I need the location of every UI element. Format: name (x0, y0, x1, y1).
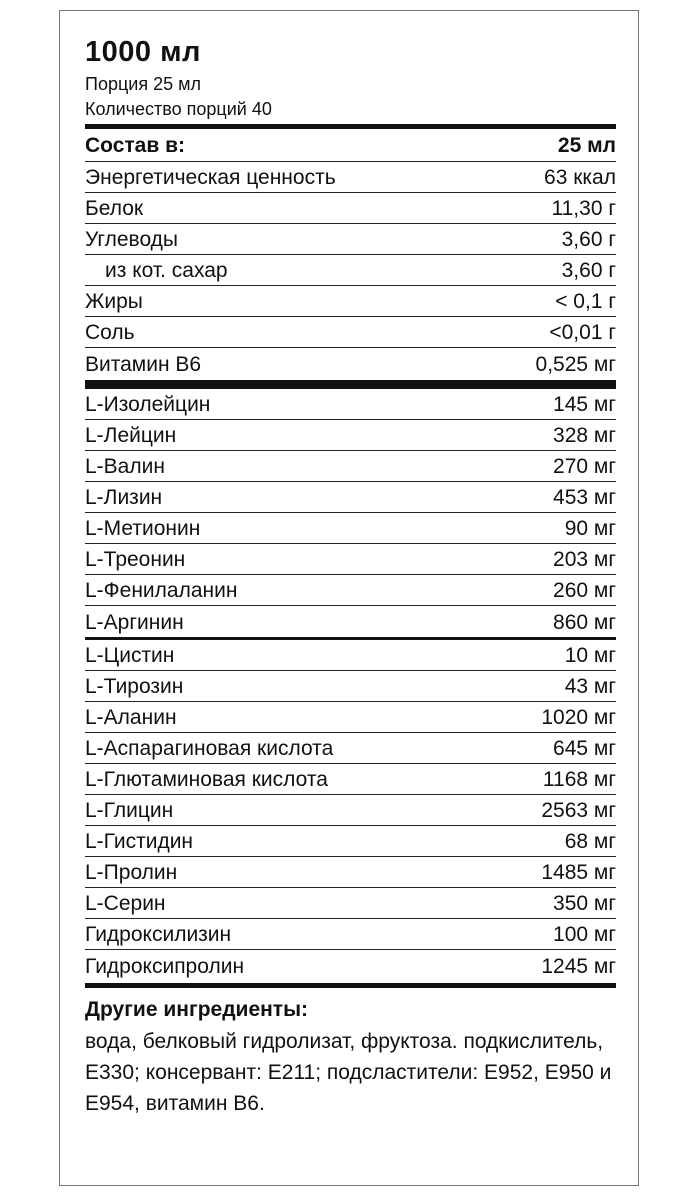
other-amino-list (85, 640, 616, 981)
row-value: 43 мг (564, 675, 616, 698)
table-row (85, 702, 616, 733)
table-row (85, 255, 616, 286)
row-name: L-Валин (85, 455, 165, 478)
table-row (85, 544, 616, 575)
row-value: 860 мг (553, 610, 616, 634)
table-row (85, 420, 616, 451)
row-value: 270 мг (553, 455, 616, 478)
row-name: L-Фенилаланин (85, 579, 238, 602)
nutrition-label (59, 10, 639, 1186)
label-content (85, 11, 616, 1119)
row-value: <0,01 г (549, 321, 616, 344)
table-row (85, 857, 616, 888)
row-name: Жиры (85, 290, 143, 313)
row-name: Углеводы (85, 228, 179, 251)
row-name: L-Глютаминовая кислота (85, 768, 328, 791)
table-row (85, 348, 616, 379)
row-name: L-Тирозин (85, 675, 184, 698)
table-row (85, 193, 616, 224)
row-name: L-Лизин (85, 486, 163, 509)
row-value: 203 мг (553, 548, 616, 571)
table-row (85, 224, 616, 255)
row-value: 68 мг (564, 830, 616, 853)
row-name: Гидроксилизин (85, 923, 232, 946)
row-value: 100 мг (553, 923, 616, 946)
row-name: L-Треонин (85, 548, 186, 571)
row-value: 1020 мг (541, 706, 616, 729)
table-row (85, 317, 616, 348)
row-value: 10 мг (564, 644, 616, 667)
row-name: L-Лейцин (85, 424, 177, 447)
divider-heavy (85, 380, 616, 389)
table-row (85, 513, 616, 544)
table-row (85, 764, 616, 795)
table-header-label: Состав в: (85, 134, 186, 157)
table-row (85, 606, 616, 637)
row-name: L-Гистидин (85, 830, 194, 853)
row-name: L-Аланин (85, 706, 177, 729)
table-row (85, 733, 616, 764)
row-value: 11,30 г (551, 197, 616, 220)
serving-size-label: Порция (85, 74, 149, 94)
nutrients-list (85, 162, 616, 379)
table-row (85, 482, 616, 513)
table-row (85, 640, 616, 671)
row-value: 63 ккал (544, 166, 616, 189)
table-row (85, 919, 616, 950)
row-name: Соль (85, 321, 135, 344)
table-row (85, 162, 616, 193)
row-value: < 0,1 г (555, 290, 616, 313)
table-row (85, 286, 616, 317)
table-header-row (85, 129, 616, 162)
divider-thick (85, 983, 616, 988)
row-value: 328 мг (553, 424, 616, 447)
table-row (85, 671, 616, 702)
volume-title: 1000 мл (85, 36, 201, 68)
table-row (85, 826, 616, 857)
table-row (85, 888, 616, 919)
row-value: 350 мг (553, 892, 616, 915)
other-ingredients-title: Другие ингредиенты: (85, 998, 309, 1021)
row-name: L-Аргинин (85, 610, 184, 634)
servings-count (85, 97, 616, 122)
table-row (85, 795, 616, 826)
table-row (85, 575, 616, 606)
row-value: 1245 мг (541, 954, 616, 978)
essential-amino-list (85, 389, 616, 637)
row-name: Белок (85, 197, 144, 220)
row-name: L-Изолейцин (85, 393, 211, 416)
table-row (85, 451, 616, 482)
table-row (85, 389, 616, 420)
row-value: 145 мг (553, 393, 616, 416)
row-name: Энергетическая ценность (85, 166, 336, 189)
row-name: L-Аспарагиновая кислота (85, 737, 334, 760)
serving-size-value: 25 мл (153, 74, 201, 94)
row-value: 453 мг (553, 486, 616, 509)
table-header-unit: 25 мл (557, 134, 616, 157)
servings-count-label: Количество порций (85, 99, 247, 119)
row-value: 645 мг (553, 737, 616, 760)
row-name: L-Пролин (85, 861, 178, 884)
servings-count-value: 40 (251, 99, 272, 119)
row-value: 1485 мг (541, 861, 616, 884)
row-name: Гидроксипролин (85, 954, 245, 978)
row-value: 0,525 мг (535, 352, 616, 376)
row-value: 3,60 г (561, 228, 616, 251)
row-value: 260 мг (553, 579, 616, 602)
row-name: L-Цистин (85, 644, 175, 667)
row-name: Витамин В6 (85, 352, 202, 376)
row-value: 1168 мг (542, 768, 616, 791)
row-name: из кот. сахар (105, 259, 228, 282)
row-value: 2563 мг (541, 799, 616, 822)
row-value: 90 мг (564, 517, 616, 540)
row-name: L-Серин (85, 892, 166, 915)
other-ingredients-text: вода, белковый гидролизат, фруктоза. подкислитель, Е330; консервант: Е211; подсластители: Е952, Е950 и Е954, витамин В6. (85, 1030, 612, 1115)
table-row (85, 950, 616, 981)
row-name: L-Глицин (85, 799, 174, 822)
row-value: 3,60 г (561, 259, 616, 282)
row-name: L-Метионин (85, 517, 201, 540)
serving-size (85, 72, 616, 97)
